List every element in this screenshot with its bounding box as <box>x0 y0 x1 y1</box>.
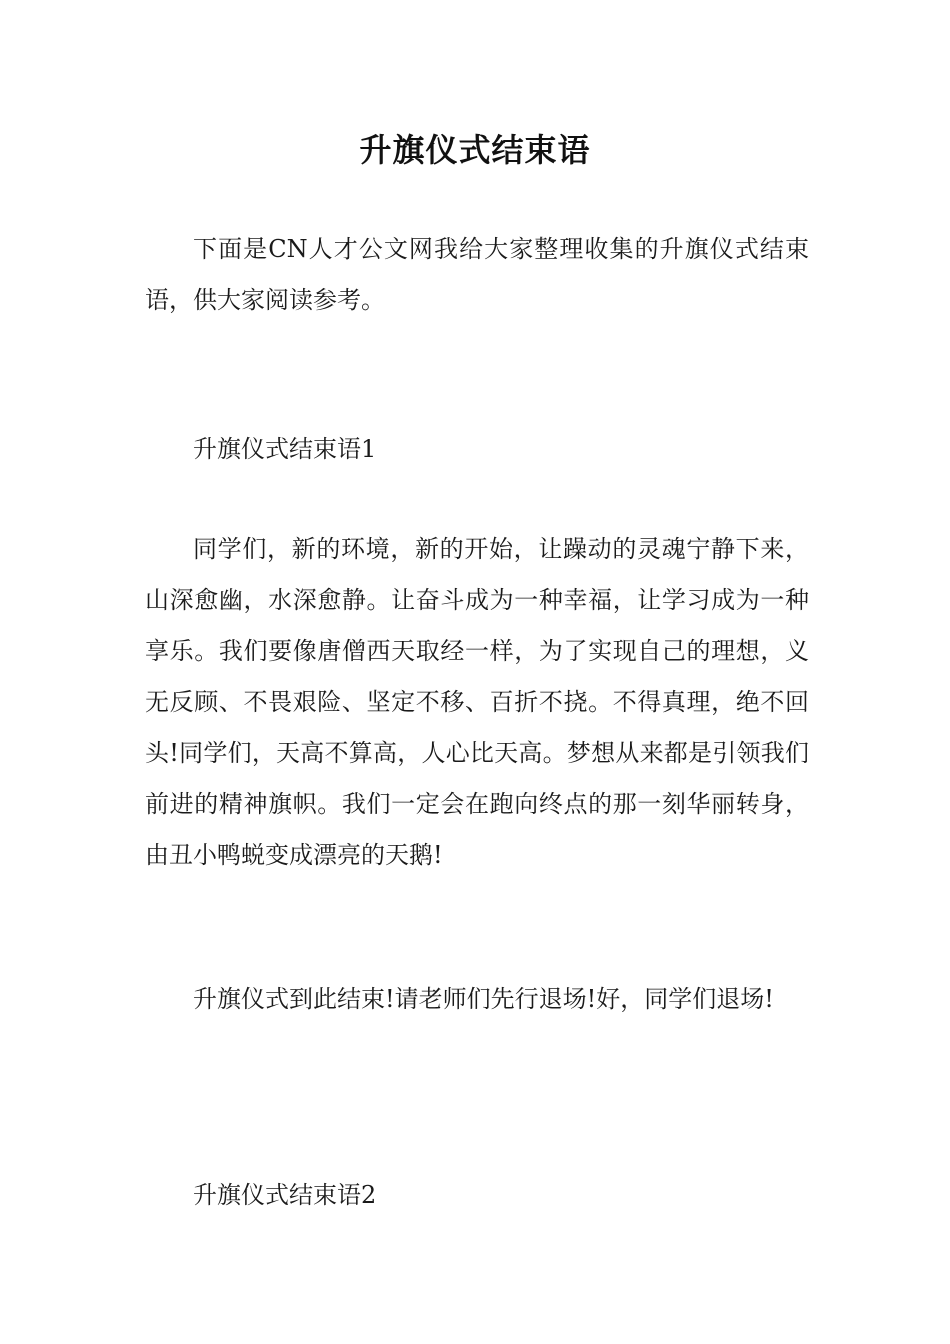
section-heading-1: 升旗仪式结束语1 <box>193 435 377 463</box>
intro-paragraph: 下面是CN人才公文网我给大家整理收集的升旗仪式结束语，供大家阅读参考。 <box>145 235 809 314</box>
section-heading-2: 升旗仪式结束语2 <box>193 1181 377 1209</box>
section-1-paragraph-2: 升旗仪式到此结束!请老师们先行退场!好，同学们退场! <box>193 985 774 1013</box>
section-1-paragraph-1: 同学们，新的环境，新的开始，让躁动的灵魂宁静下来，山深愈幽，水深愈静。让奋斗成为一种幸福，让学习成为一种享乐。我们要像唐僧西天取经一样，为了实现自己的理想，义无反顾、不畏艰险、坚定不移、百折不挠。不得真理，绝不回头!同学们，天高不算高，人心比天高。梦想从来都是引领我们前进的精神旗帜。我们一定会在跑向终点的那一刻华丽转身，由丑小鸭蜕变成漂亮的天鹅! <box>145 535 809 869</box>
document-title: 升旗仪式结束语 <box>359 131 591 169</box>
